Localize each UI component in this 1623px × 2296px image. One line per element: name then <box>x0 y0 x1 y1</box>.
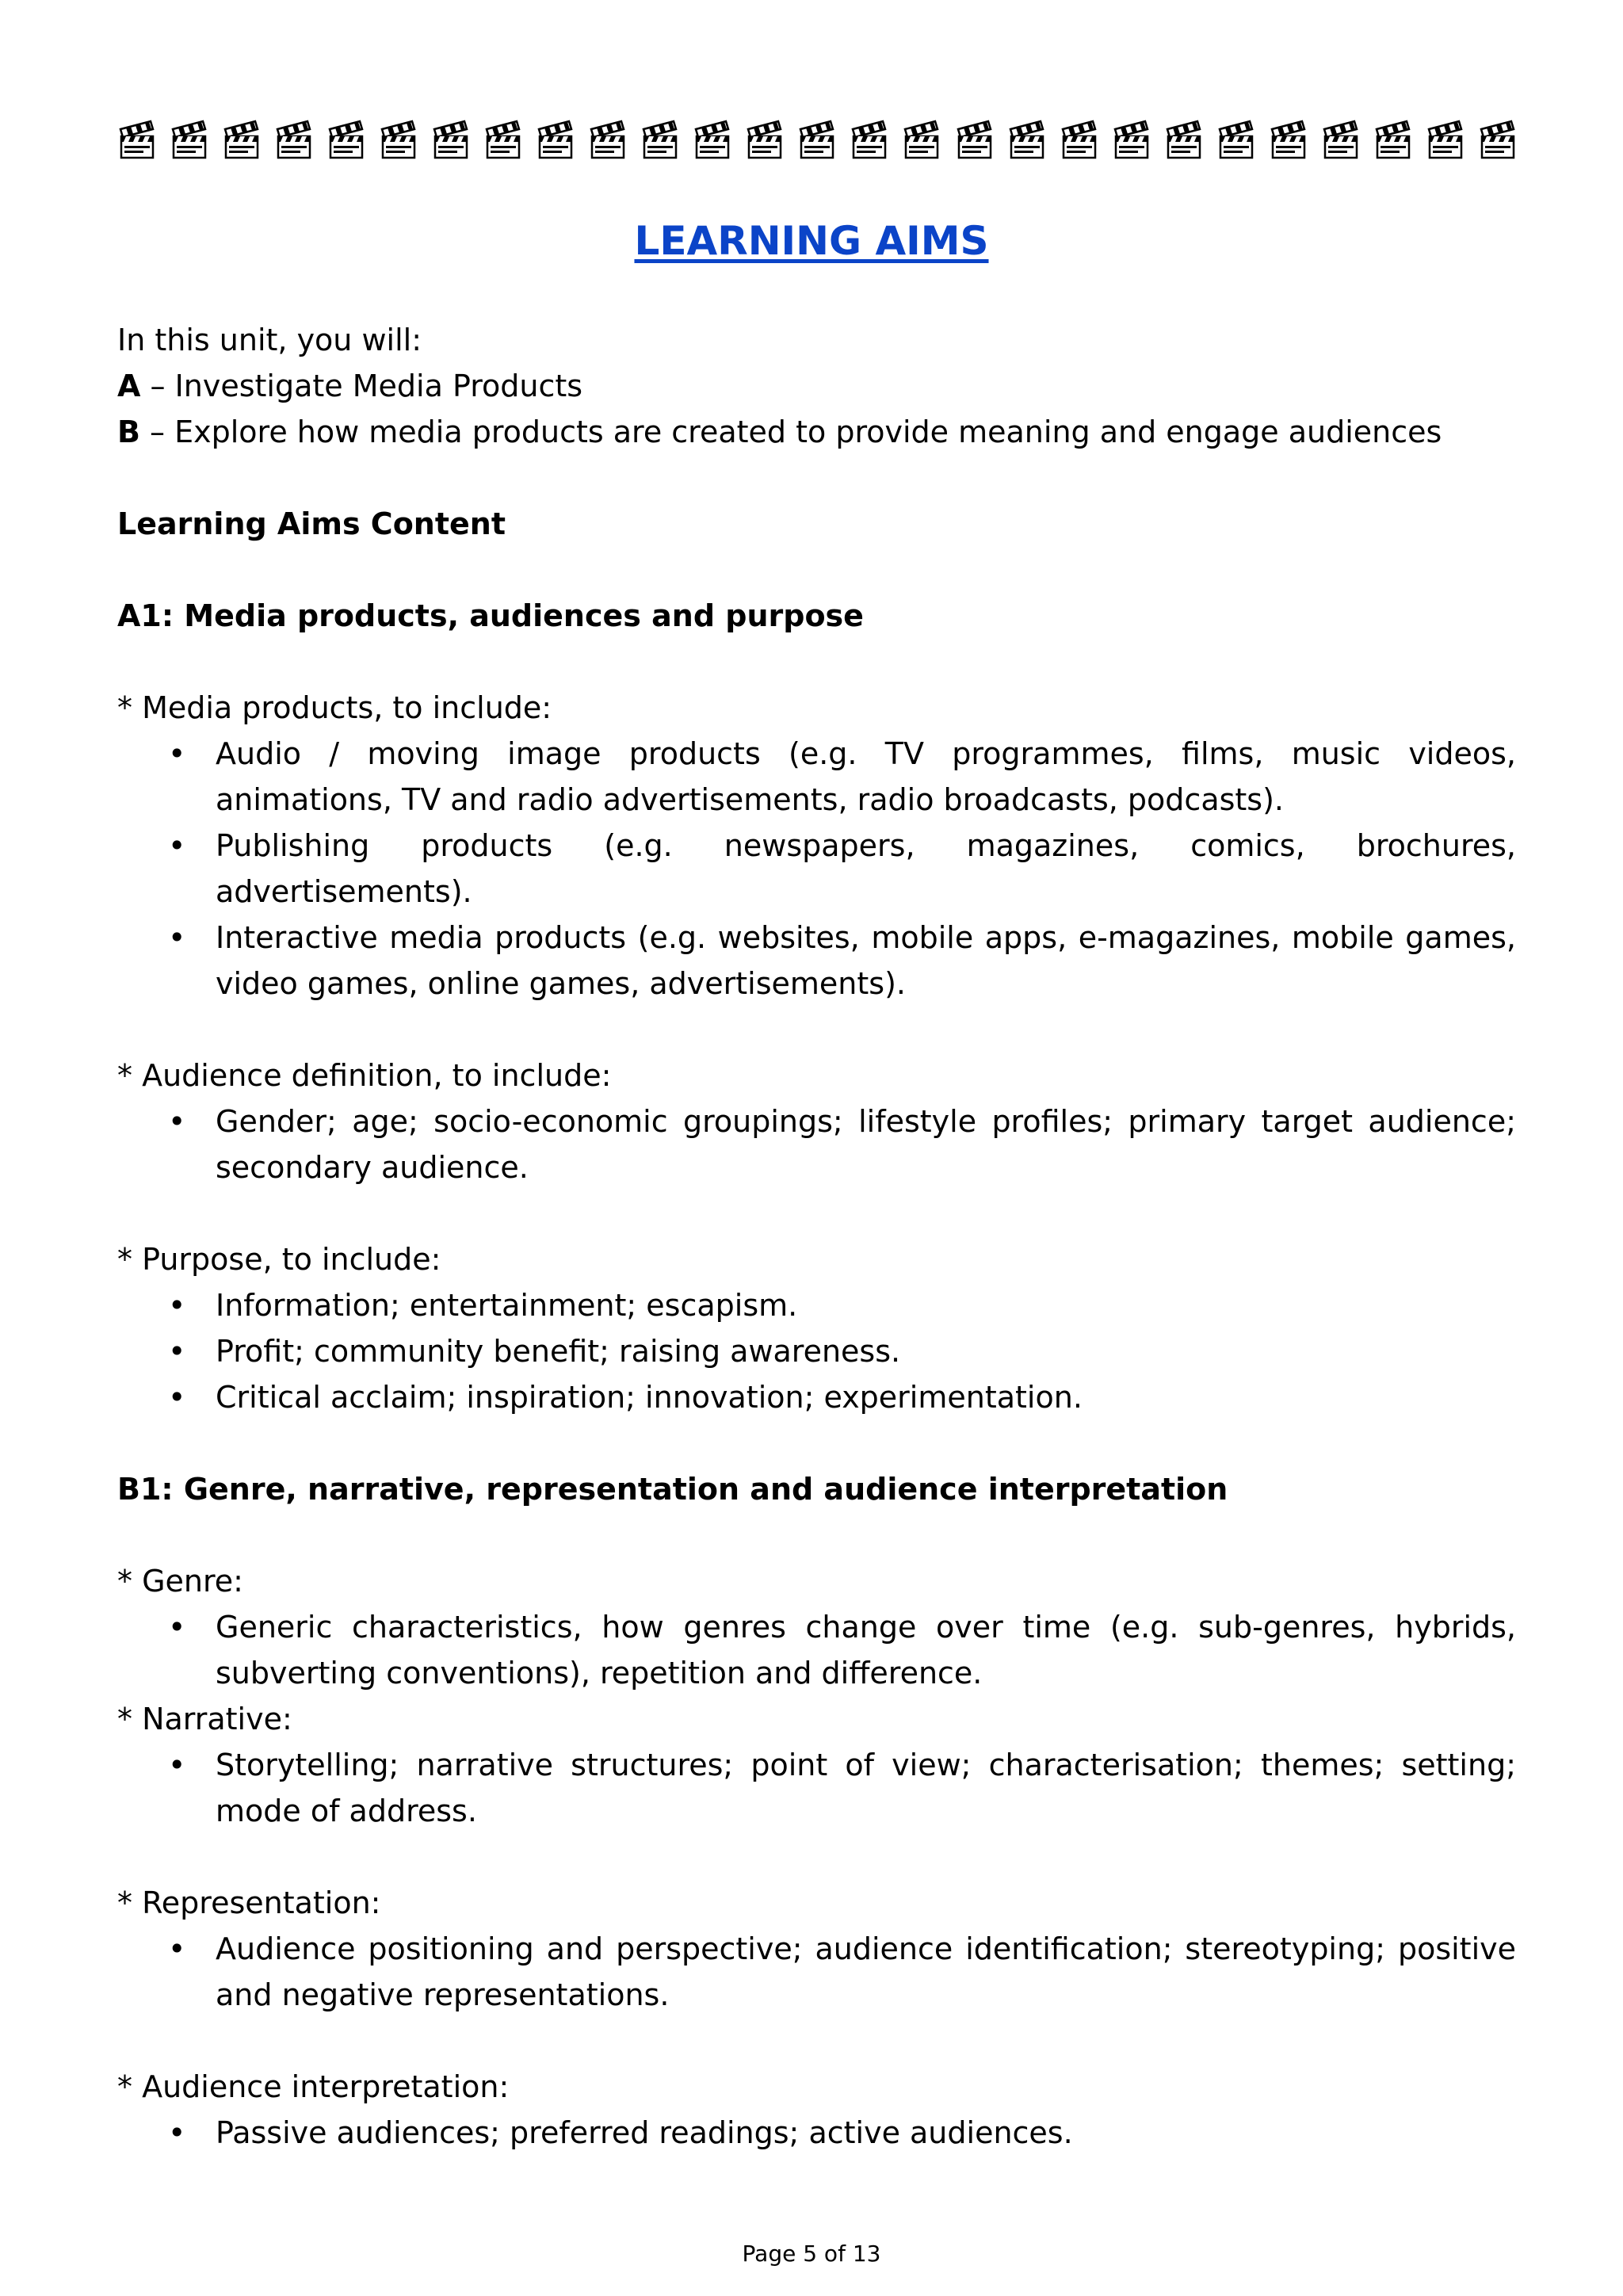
page-content <box>117 317 1516 2156</box>
clapperboard-icon <box>642 119 678 160</box>
list-item: • Publishing products (e.g. newspapers, magazines, comics, brochures, advertisements). <box>216 823 1516 915</box>
clapperboard-icon <box>1113 119 1150 160</box>
list-item: • Passive audiences; preferred readings; active audiences. <box>216 2110 1516 2156</box>
list-item: • Audio / moving image products (e.g. TV programmes, films, music videos, animations, TV and radio advertisements, radio broadcasts, podcasts). <box>216 731 1516 823</box>
clapperboard-icon <box>1166 119 1202 160</box>
bullet-list <box>117 1282 1516 1420</box>
clapperboard-icon <box>328 119 365 160</box>
clapperboard-icon <box>119 119 155 160</box>
aim-a-letter: A <box>117 369 141 403</box>
clapperboard-icon <box>957 119 993 160</box>
clapperboard-icon <box>590 119 626 160</box>
list-item: • Critical acclaim; inspiration; innovation; experimentation. <box>216 1374 1516 1420</box>
group-label: * Genre: <box>117 1564 243 1599</box>
bullet-list <box>117 1742 1516 1834</box>
clapperboard-icon <box>276 119 312 160</box>
bullet-list <box>117 731 1516 1007</box>
clapperboard-icon <box>694 119 731 160</box>
clapperboard-icon <box>1323 119 1359 160</box>
aim-b-text: – Explore how media products are created to provide meaning and engage audiences <box>139 415 1442 449</box>
clapperboard-icon <box>485 119 521 160</box>
clapperboard-icon <box>851 119 888 160</box>
group-label: * Representation: <box>117 1885 381 1920</box>
clapperboard-icon <box>223 119 260 160</box>
bullet-list <box>117 2110 1516 2156</box>
intro-lead: In this unit, you will: <box>117 323 422 357</box>
clapperboard-icon <box>1061 119 1098 160</box>
clapperboard-icon <box>171 119 208 160</box>
clapperboard-icon <box>747 119 783 160</box>
list-item: • Interactive media products (e.g. websites, mobile apps, e-magazines, mobile games, video games, online games, advertisements). <box>216 915 1516 1007</box>
bullet-list <box>117 1604 1516 1696</box>
list-item: • Storytelling; narrative structures; point of view; characterisation; themes; setting; mode of address. <box>216 1742 1516 1834</box>
content-heading: Learning Aims Content <box>117 506 506 541</box>
clapperboard-icon <box>1427 119 1464 160</box>
aim-b <box>117 409 1516 455</box>
clapperboard-icon <box>903 119 940 160</box>
list-item: • Audience positioning and perspective; audience identification; stereotyping; positive and negative representations. <box>216 1926 1516 2018</box>
page-title: LEARNING AIMS <box>634 218 989 264</box>
section-heading-a1: A1: Media products, audiences and purpose <box>117 598 864 633</box>
clapperboard-icon <box>1480 119 1516 160</box>
aim-b-letter: B <box>117 415 140 449</box>
clapperboard-border <box>119 119 1516 163</box>
clapperboard-icon <box>433 119 469 160</box>
clapperboard-icon <box>1009 119 1045 160</box>
bullet-list <box>117 1098 1516 1190</box>
aim-a <box>117 363 1516 409</box>
clapperboard-icon <box>799 119 835 160</box>
group-label: * Audience interpretation: <box>117 2069 510 2104</box>
list-item: • Generic characteristics, how genres change over time (e.g. sub-genres, hybrids, subverting conventions), repetition and difference. <box>216 1604 1516 1696</box>
clapperboard-icon <box>1218 119 1254 160</box>
clapperboard-icon <box>1270 119 1307 160</box>
bullet-list <box>117 1926 1516 2018</box>
group-label: * Audience definition, to include: <box>117 1058 612 1093</box>
list-item: • Information; entertainment; escapism. <box>216 1282 1516 1328</box>
section-heading-b1: B1: Genre, narrative, representation and audience interpretation <box>117 1472 1228 1507</box>
list-item: • Profit; community benefit; raising awareness. <box>216 1328 1516 1374</box>
clapperboard-icon <box>380 119 417 160</box>
list-item: • Gender; age; socio-economic groupings; lifestyle profiles; primary target audience; secondary audience. <box>216 1098 1516 1190</box>
aim-a-text: – Investigate Media Products <box>140 369 583 403</box>
clapperboard-icon <box>537 119 574 160</box>
page-number: Page 5 of 13 <box>742 2241 881 2267</box>
group-label: * Narrative: <box>117 1702 292 1736</box>
group-label: * Media products, to include: <box>117 690 552 725</box>
group-label: * Purpose, to include: <box>117 1242 441 1277</box>
clapperboard-icon <box>1375 119 1411 160</box>
